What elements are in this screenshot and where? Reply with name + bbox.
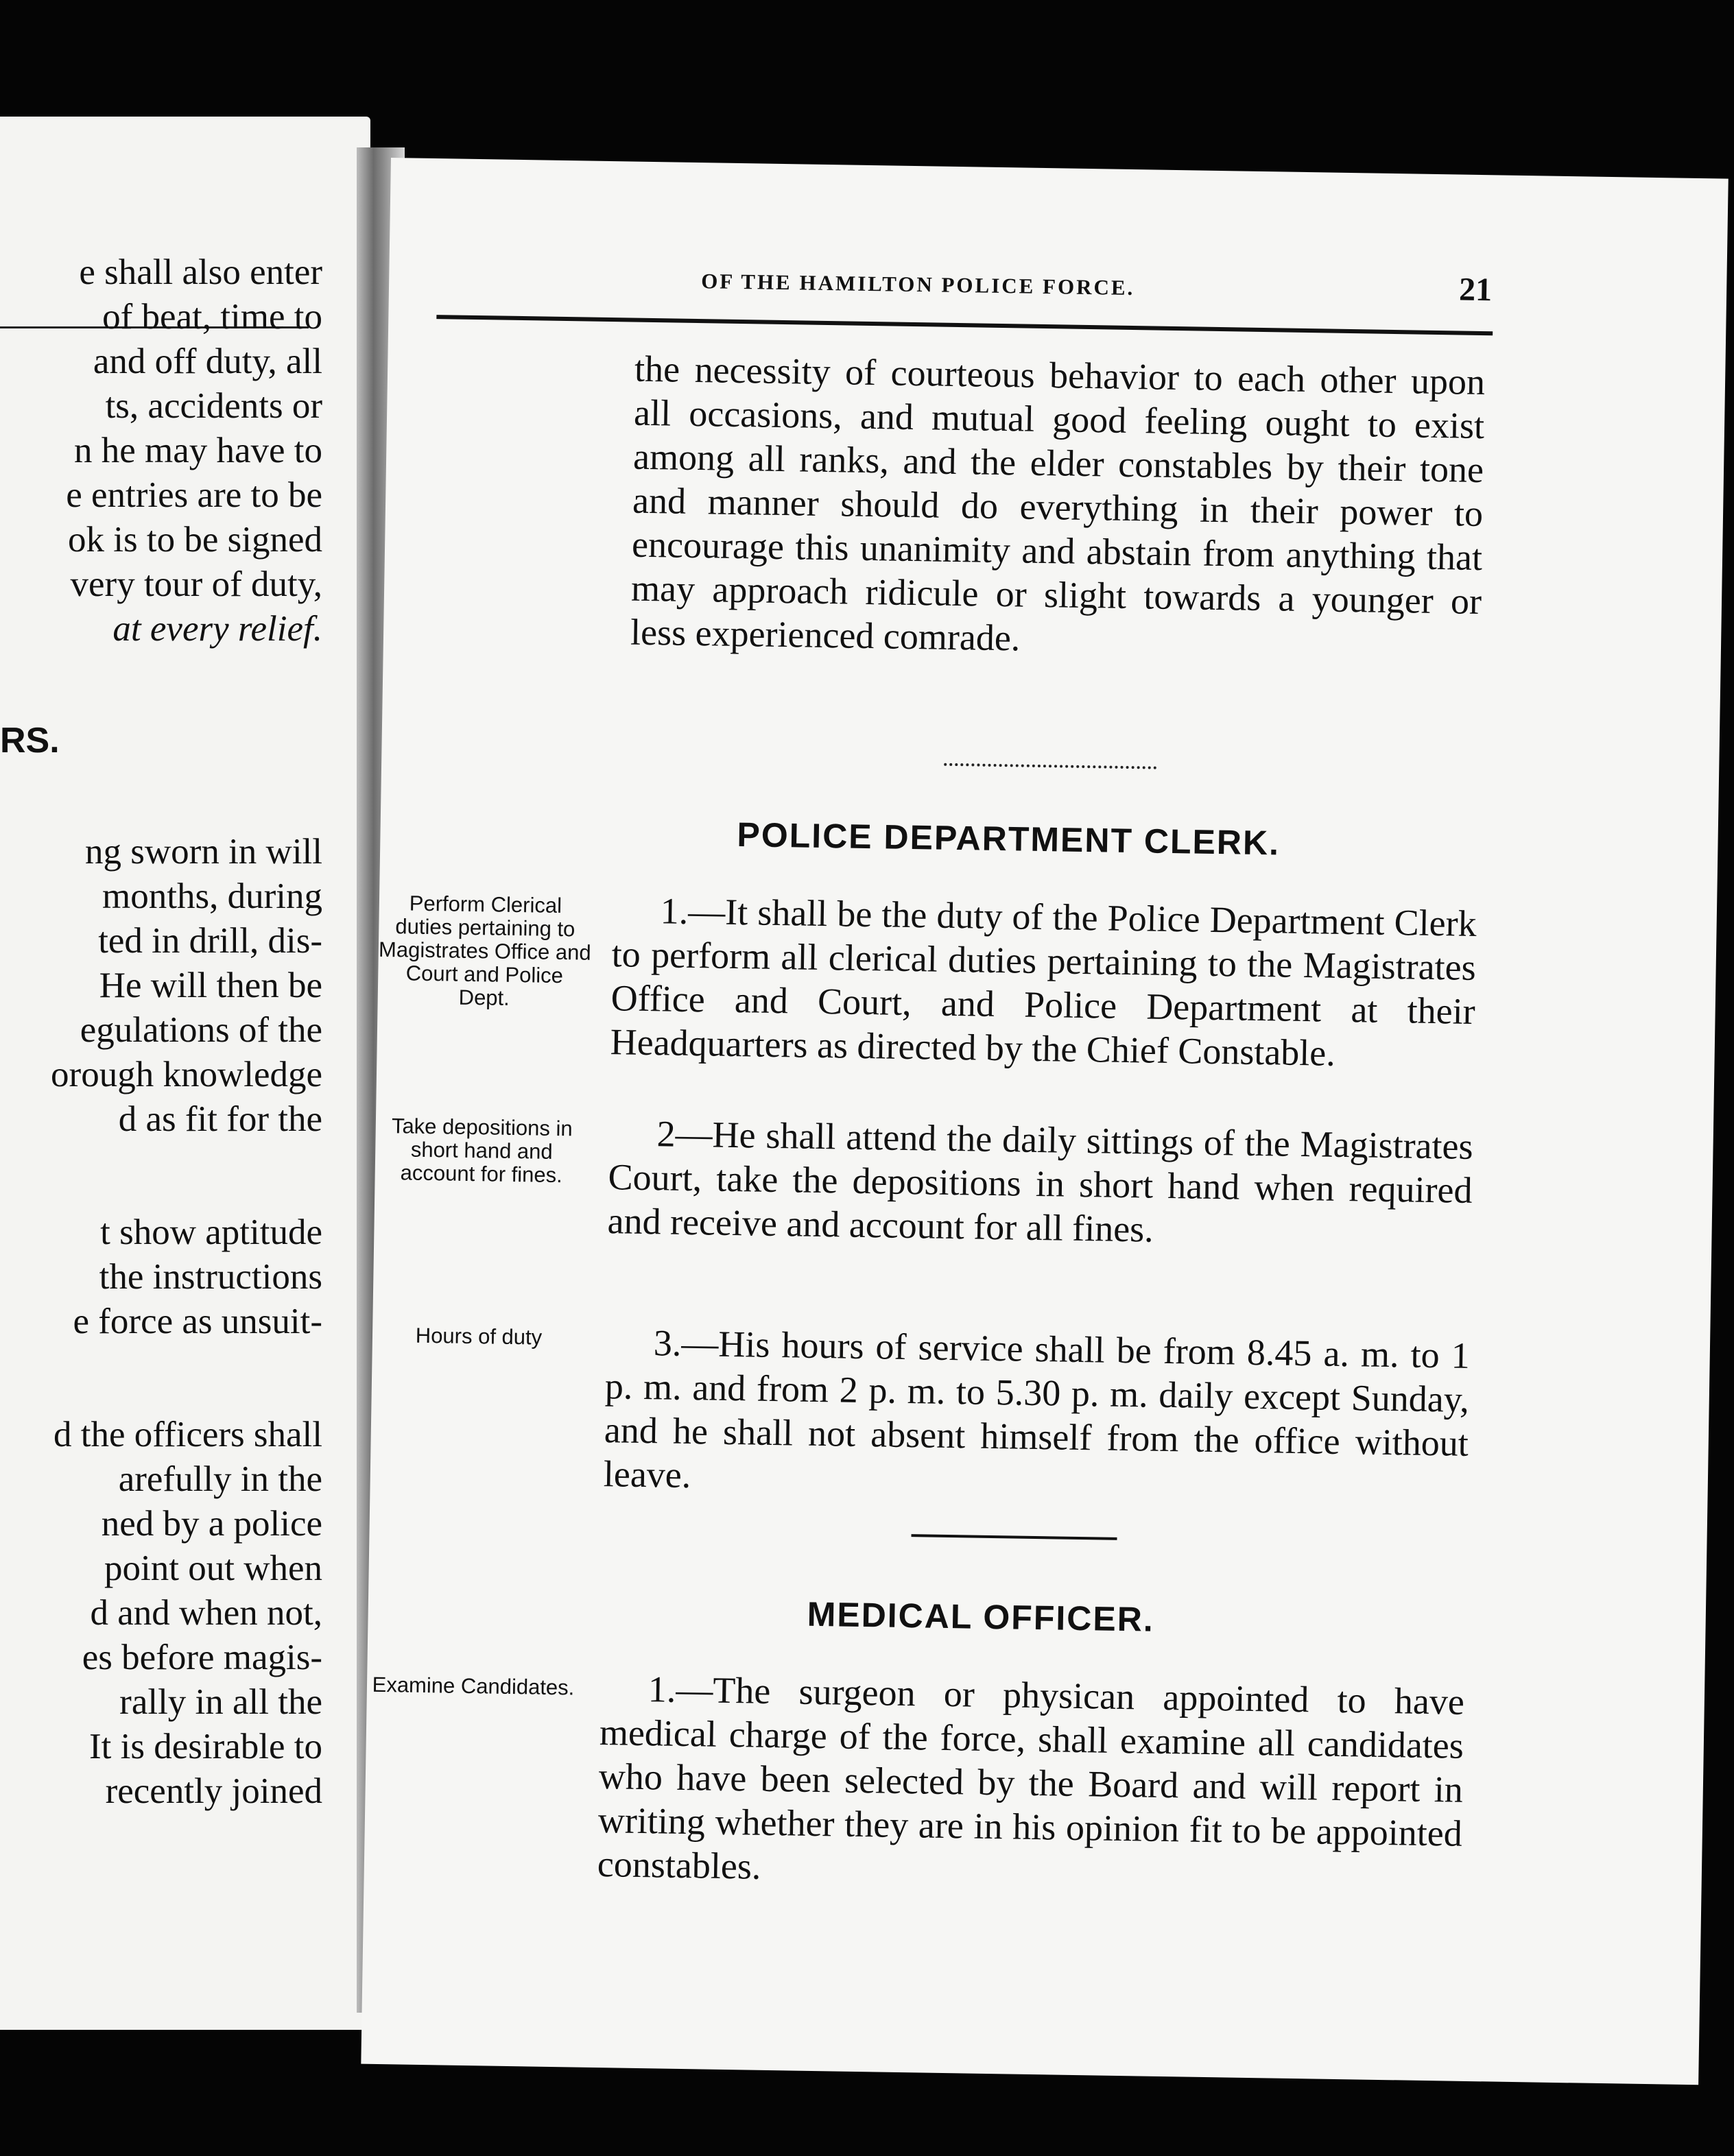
left-page-line: and off duty, all: [93, 342, 322, 381]
left-page-line: very tour of duty,: [70, 564, 322, 604]
margin-note-clerical: Perform Clerical duties pertaining to Magistrates Office and Court and Police Dept.: [378, 891, 591, 1010]
left-page-line: ok is to be signed: [68, 520, 322, 560]
left-page-line: es before magis-: [82, 1638, 322, 1677]
left-page-line: e shall also enter: [79, 252, 322, 292]
left-page-line: rally in all the: [119, 1682, 322, 1722]
left-page-line: ts, accidents or: [105, 386, 322, 426]
right-page: [361, 158, 1728, 2085]
left-page-line: d as fit for the: [118, 1099, 322, 1139]
left-page-line: e force as unsuit-: [73, 1302, 322, 1341]
left-page-line: arefully in the: [118, 1459, 322, 1499]
left-page-line: of beat, time to: [102, 297, 322, 337]
left-page-line: d and when not,: [90, 1593, 322, 1633]
margin-note-depositions: Take depositions in short hand and account for fines.: [391, 1114, 573, 1188]
medical-paragraph-1: 1.—The surgeon or physican appointed to have medical charge of the force, shall examine all candidates who have been selected by the Board and will report in writing whether they are in his opinion fit to be appointed constables.: [597, 1668, 1465, 1887]
page-number: 21: [1458, 271, 1493, 309]
left-page-line: at every relief.: [112, 609, 322, 649]
left-page-line: egulations of the: [80, 1010, 322, 1050]
left-page-line: ng sworn in will: [85, 832, 322, 872]
running-head: OF THE HAMILTON POLICE FORCE.: [700, 269, 1135, 300]
left-page-line: d the officers shall: [54, 1415, 322, 1454]
section-title-medical: MEDICAL OFFICER.: [807, 1594, 1155, 1639]
left-page-line: recently joined: [105, 1771, 322, 1811]
clerk-paragraph-1: 1.—It shall be the duty of the Police Department Clerk to perform all clerical duties pertaining to the Magistrates Office and Court, and Police Department at their Headquarters as directed by the Chief Constable.: [610, 890, 1477, 1074]
left-page-heading: RS.: [0, 721, 60, 760]
left-page-line: months, during: [102, 876, 322, 916]
left-page-line: ted in drill, dis-: [98, 921, 322, 961]
section-title-clerk: POLICE DEPARTMENT CLERK.: [737, 815, 1281, 863]
clerk-paragraph-3: 3.—His hours of service shall be from 8.45 a. m. to 1 p. m. and from 2 p. m. to 5.30 p. m. daily except Sunday, and he shall not absent himself from the office without leave.: [603, 1322, 1471, 1496]
left-page-line: He will then be: [99, 966, 322, 1005]
dotted-divider: [944, 763, 1156, 769]
left-page-line: n he may have to: [73, 431, 322, 470]
header-rule: [436, 315, 1493, 335]
clerk-paragraph-2: 2—He shall attend the daily sittings of the Magistrates Court, take the depositions in short hand when required and receive and account for all fines.: [607, 1113, 1474, 1250]
left-page-line: e entries are to be: [66, 475, 322, 515]
opening-paragraph: the necessity of courteous behavior to each other upon all occasions, and mutual good feeling ought to exist among all ranks, and the elder constables by their tone and manner should do everything in their power to encourage this unanimity and abstain from anything that may approach ridicule or slight towards a younger or less experienced comrade.: [630, 348, 1486, 659]
left-page-line: t show aptitude: [100, 1212, 322, 1252]
left-page-line: It is desirable to: [89, 1727, 322, 1766]
left-page: [0, 117, 370, 2030]
margin-note-examine: Examine Candidates.: [372, 1672, 575, 1700]
left-page-line: point out when: [104, 1548, 322, 1588]
margin-note-hours: Hours of duty: [415, 1323, 543, 1350]
section-divider: [912, 1534, 1117, 1540]
left-page-line: ned by a police: [101, 1504, 322, 1544]
left-page-line: orough knowledge: [51, 1055, 322, 1094]
left-page-line: the instructions: [99, 1257, 322, 1297]
